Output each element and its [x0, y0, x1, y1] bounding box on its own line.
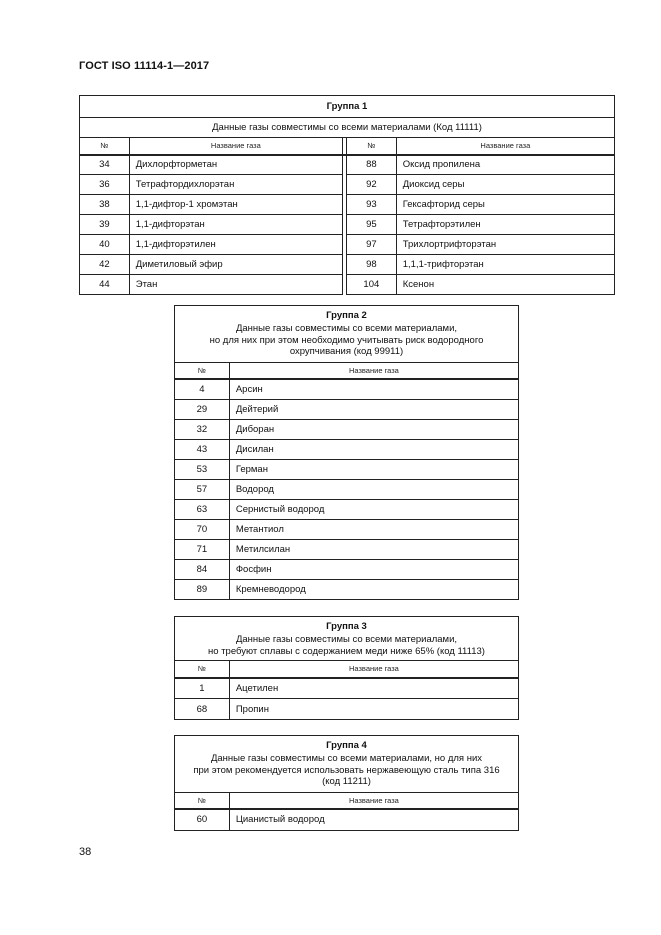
gas-name: Метантиол — [229, 519, 518, 539]
gas-name: Этан — [129, 275, 342, 295]
gas-name: 1,1-дифтор-1 хромэтан — [129, 195, 342, 215]
table-row — [175, 519, 519, 539]
group-3-table — [174, 616, 519, 720]
gas-name: 1,1,1-трифторэтан — [396, 255, 614, 275]
gas-name: Ацетилен — [229, 678, 518, 699]
column-header-number: № — [175, 661, 230, 678]
gas-name: 1,1-дифторэтан — [129, 215, 342, 235]
gas-number: 92 — [346, 175, 396, 195]
gas-name: Дисилан — [229, 439, 518, 459]
gas-name: Дихлорфторметан — [129, 155, 342, 175]
gas-name: Цианистый водород — [229, 809, 518, 830]
group-2-title: Группа 2 — [326, 310, 367, 321]
gas-number: 36 — [80, 175, 130, 195]
column-header-gas-name: Название газа — [229, 792, 518, 809]
table-row — [175, 479, 519, 499]
gas-name: Кремневодород — [229, 579, 518, 599]
column-header-number: № — [80, 138, 130, 155]
gas-number: 42 — [80, 255, 130, 275]
group-2-table — [174, 305, 519, 600]
gas-number: 68 — [175, 699, 230, 720]
group-1-title: Группа 1 — [80, 96, 615, 118]
gas-number: 57 — [175, 479, 230, 499]
gas-number: 38 — [80, 195, 130, 215]
table-row — [175, 699, 519, 720]
gas-name: Диоксид серы — [396, 175, 614, 195]
table-row — [175, 809, 519, 830]
gas-number: 104 — [346, 275, 396, 295]
table-row — [175, 579, 519, 599]
group-4-description-line-2: при этом рекомендуется использовать нержавеющую сталь типа 316 — [193, 764, 500, 776]
column-header-number: № — [346, 138, 396, 155]
table-row — [175, 419, 519, 439]
table-row — [175, 499, 519, 519]
gas-name: Дейтерий — [229, 399, 518, 419]
gas-number: 53 — [175, 459, 230, 479]
gas-number: 29 — [175, 399, 230, 419]
group-3-header — [175, 617, 519, 661]
column-header-number: № — [175, 792, 230, 809]
group-4-title: Группа 4 — [326, 740, 367, 751]
gas-name: Метилсилан — [229, 539, 518, 559]
gas-name: Тетрафторэтилен — [396, 215, 614, 235]
gas-number: 98 — [346, 255, 396, 275]
column-header-gas-name: Название газа — [396, 138, 614, 155]
gas-number: 40 — [80, 235, 130, 255]
gas-name: Гексафторид серы — [396, 195, 614, 215]
group-3-description-line-1: Данные газы совместимы со всеми материалами, — [235, 634, 458, 645]
table-row — [80, 275, 615, 295]
group-4-header — [175, 736, 519, 793]
gas-name: Сернистый водород — [229, 499, 518, 519]
gas-name: Пропин — [229, 699, 518, 720]
table-row — [175, 678, 519, 699]
gas-number: 4 — [175, 379, 230, 399]
group-3-description-line-2: но требуют сплавы с содержанием меди ниже 65% (код 11113) — [208, 645, 485, 657]
group-4-description-line-1: Данные газы совместимы со всеми материалами, но для них — [210, 753, 483, 764]
gas-number: 44 — [80, 275, 130, 295]
table-row — [80, 255, 615, 275]
gas-name: Оксид пропилена — [396, 155, 614, 175]
table-row — [175, 539, 519, 559]
group-2-description-line-1: Данные газы совместимы со всеми материалами, — [235, 323, 458, 334]
column-header-number: № — [175, 362, 230, 379]
gas-number: 43 — [175, 439, 230, 459]
gas-name: Фосфин — [229, 559, 518, 579]
column-header-gas-name: Название газа — [129, 138, 342, 155]
gas-name: Водород — [229, 479, 518, 499]
table-row — [80, 215, 615, 235]
gas-name: Ксенон — [396, 275, 614, 295]
gas-number: 34 — [80, 155, 130, 175]
gas-number: 60 — [175, 809, 230, 830]
document-header: ГОСТ ISO 11114-1—2017 — [79, 60, 210, 72]
group-2-header — [175, 306, 519, 363]
gas-name: Диборан — [229, 419, 518, 439]
column-header-gas-name: Название газа — [229, 362, 518, 379]
gas-name: Герман — [229, 459, 518, 479]
table-row — [175, 439, 519, 459]
table-row — [80, 235, 615, 255]
table-row — [80, 175, 615, 195]
gas-number: 1 — [175, 678, 230, 699]
gas-name: Диметиловый эфир — [129, 255, 342, 275]
gas-number: 32 — [175, 419, 230, 439]
group-2-description-line-2: но для них при этом необходимо учитывать риск водородного — [209, 334, 484, 346]
table-row — [175, 559, 519, 579]
gas-name: Арсин — [229, 379, 518, 399]
gas-number: 97 — [346, 235, 396, 255]
column-header-gas-name: Название газа — [229, 661, 518, 678]
group-1-table — [79, 95, 615, 295]
gas-name: Трихлортрифторэтан — [396, 235, 614, 255]
gas-number: 39 — [80, 215, 130, 235]
gas-number: 63 — [175, 499, 230, 519]
gas-number: 71 — [175, 539, 230, 559]
gas-number: 93 — [346, 195, 396, 215]
gas-number: 88 — [346, 155, 396, 175]
gas-number: 70 — [175, 519, 230, 539]
group-4-table — [174, 735, 519, 831]
group-3-title: Группа 3 — [326, 621, 367, 632]
group-2-description-line-3: охрупчивания (код 99911) — [289, 346, 404, 357]
table-row — [175, 379, 519, 399]
gas-number: 89 — [175, 579, 230, 599]
gas-number: 84 — [175, 559, 230, 579]
page-number: 38 — [79, 846, 92, 858]
table-row — [80, 155, 615, 175]
gas-name: Тетрафтордихлорэтан — [129, 175, 342, 195]
table-row — [80, 195, 615, 215]
gas-number: 95 — [346, 215, 396, 235]
gas-name: 1,1-дифторэтилен — [129, 235, 342, 255]
group-1-description: Данные газы совместимы со всеми материалами (Код 11111) — [80, 118, 615, 138]
group-4-description-line-3: (код 11211) — [322, 776, 371, 787]
table-row — [175, 399, 519, 419]
table-row — [175, 459, 519, 479]
